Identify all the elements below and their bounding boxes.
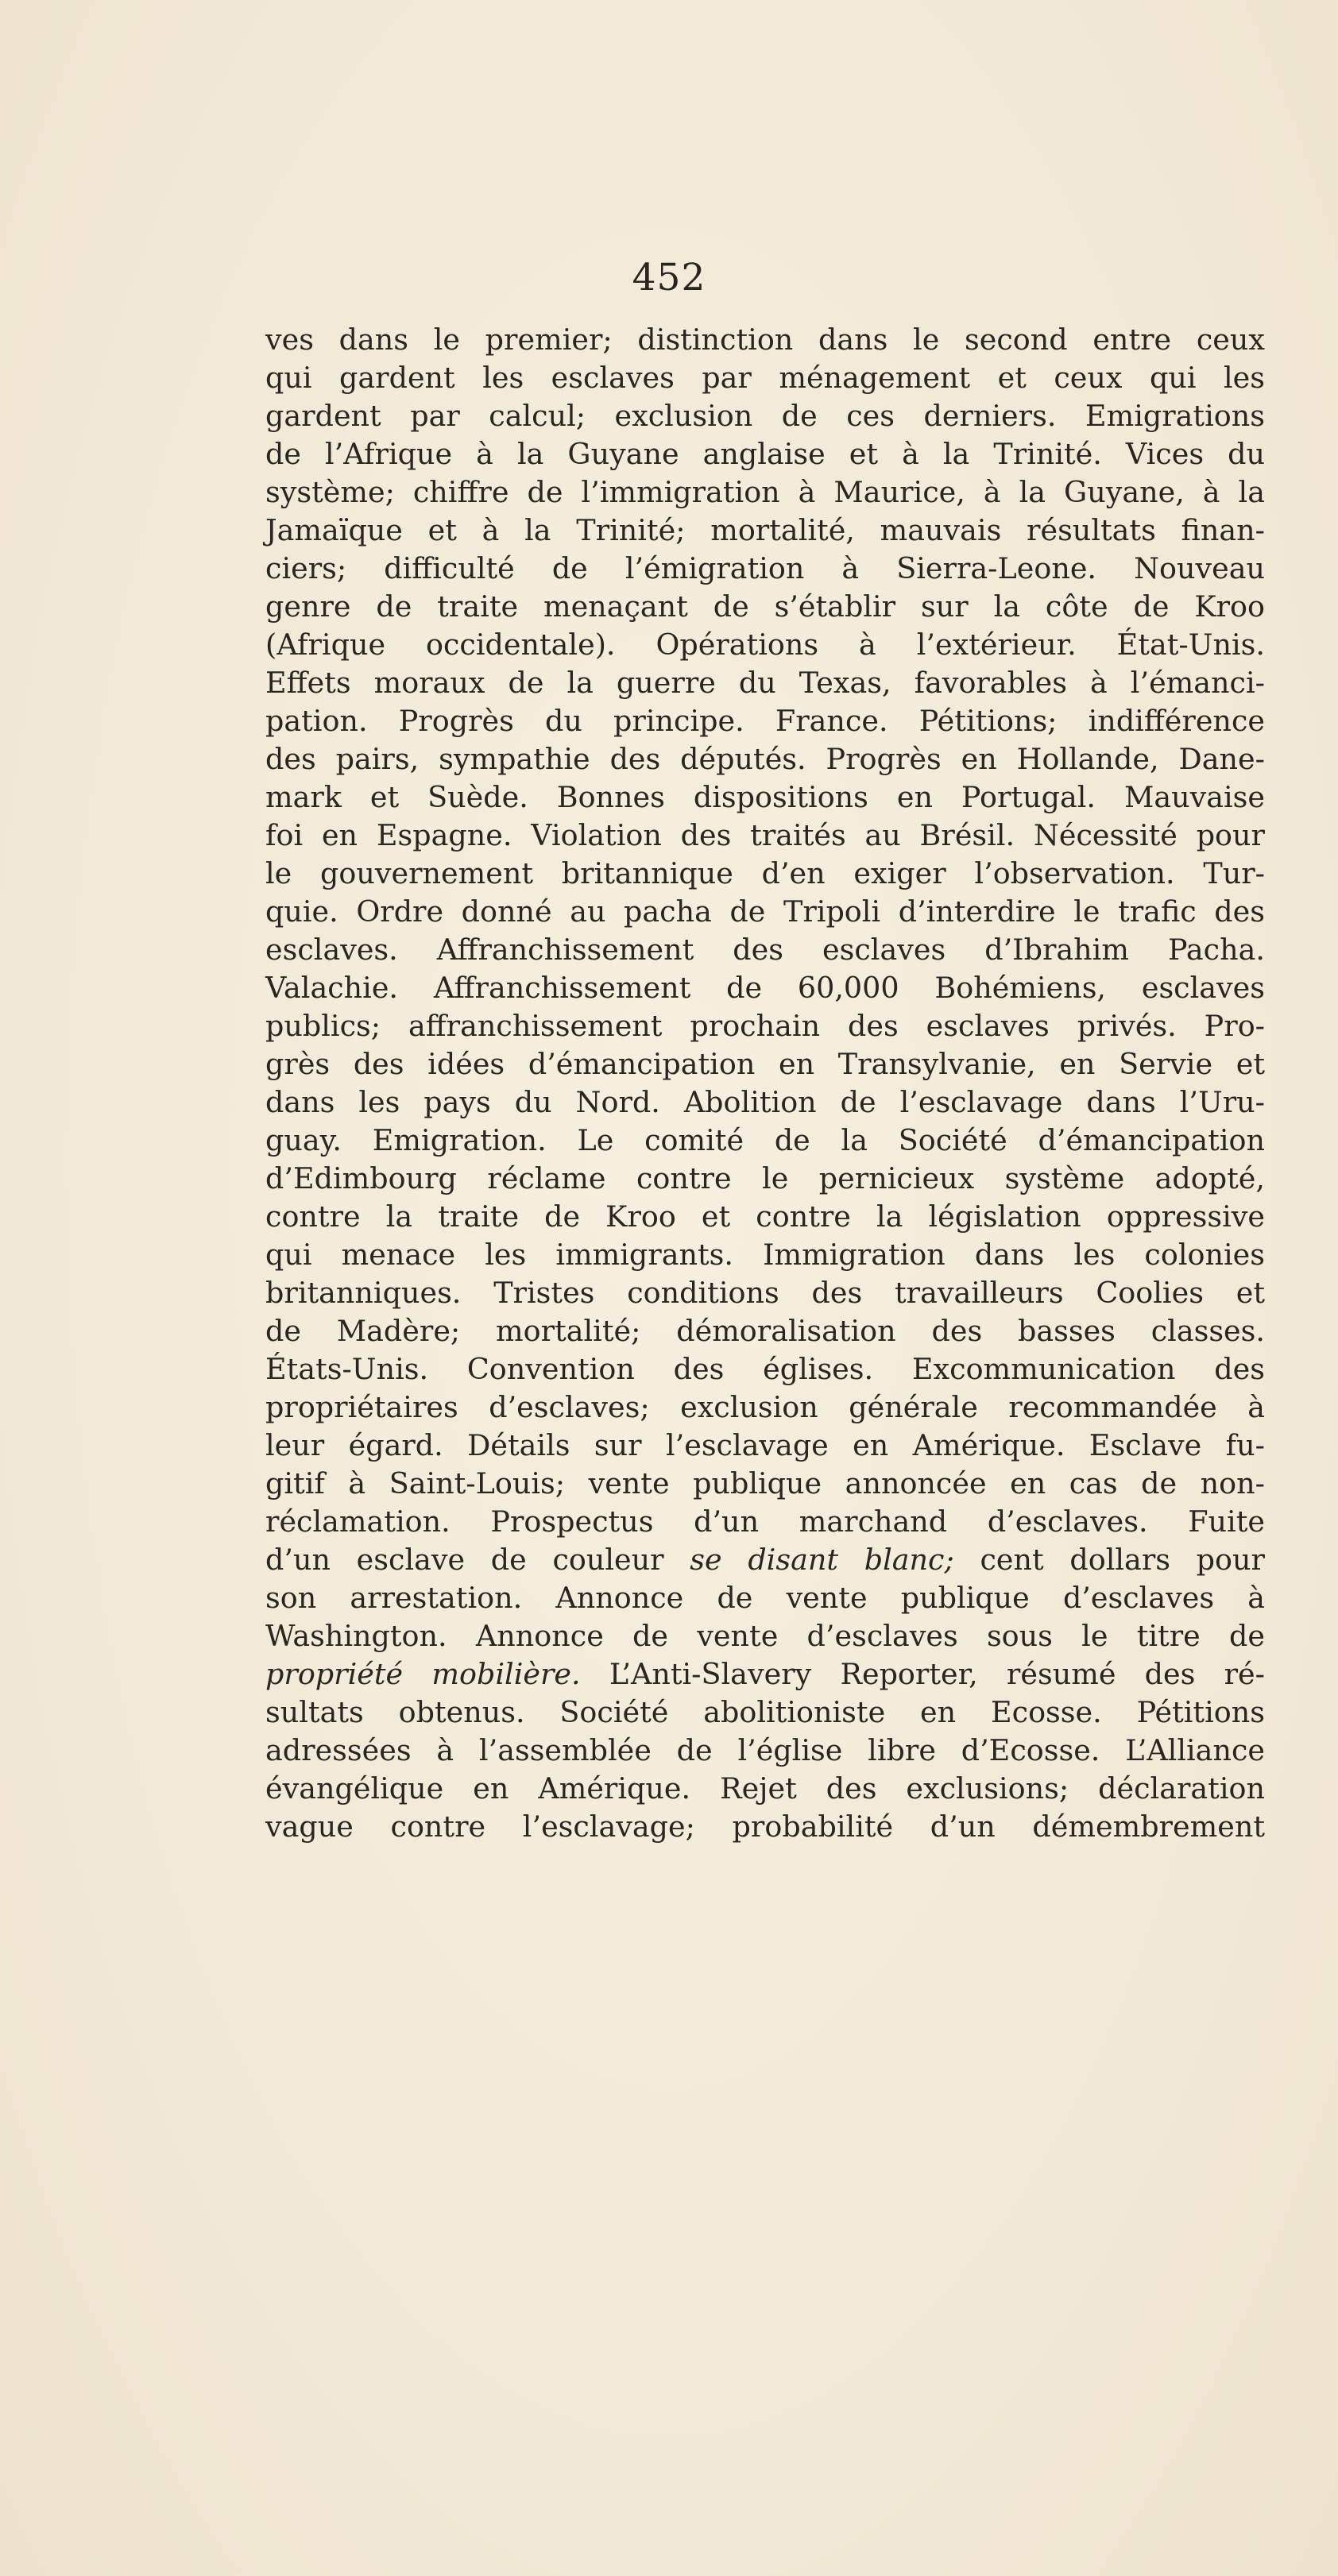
text-line: de l’Afrique à la Guyane anglaise et à la Trinité. Vices du bbox=[265, 437, 1265, 471]
text-line: évangélique en Amérique. Rejet des exclusions; déclaration bbox=[265, 1771, 1265, 1806]
text-line: vague contre l’esclavage; probabilité d’un démembrement bbox=[265, 1809, 1265, 1844]
text-line: ves dans le premier; distinction dans le second entre ceux bbox=[265, 322, 1265, 357]
text-line: grès des idées d’émancipation en Transylvanie, en Servie et bbox=[265, 1047, 1265, 1081]
text-line: quie. Ordre donné au pacha de Tripoli d’interdire le trafic des bbox=[265, 894, 1265, 929]
text-line: propriétaires d’esclaves; exclusion générale recommandée à bbox=[265, 1390, 1265, 1424]
text-line-with-italic bbox=[265, 1541, 1265, 1579]
text-line: qui menace les immigrants. Immigration dans les colonies bbox=[265, 1238, 1265, 1272]
text-line: leur égard. Détails sur l’esclavage en Amérique. Esclave fu- bbox=[265, 1428, 1265, 1462]
text-line: contre la traite de Kroo et contre la législation oppressive bbox=[265, 1199, 1265, 1234]
text-line: pation. Progrès du principe. France. Pétitions; indifférence bbox=[265, 704, 1265, 738]
text-line: le gouvernement britannique d’en exiger l’observation. Tur- bbox=[265, 856, 1265, 890]
page-number: 452 bbox=[632, 256, 706, 299]
text-line: ciers; difficulté de l’émigration à Sierra-Leone. Nouveau bbox=[265, 551, 1265, 585]
text-line: son arrestation. Annonce de vente publique d’esclaves à bbox=[265, 1581, 1265, 1615]
text-line-with-italic bbox=[265, 1655, 1265, 1694]
text-line: système; chiffre de l’immigration à Maurice, à la Guyane, à la bbox=[265, 475, 1265, 509]
text-line: États-Unis. Convention des églises. Excommunication des bbox=[265, 1352, 1265, 1386]
italic-phrase: propriété mobilière. bbox=[265, 1657, 581, 1691]
text-line: mark et Suède. Bonnes dispositions en Portugal. Mauvaise bbox=[265, 780, 1265, 814]
text-line: des pairs, sympathie des députés. Progrès en Hollande, Dane- bbox=[265, 742, 1265, 776]
text-line: britanniques. Tristes conditions des travailleurs Coolies et bbox=[265, 1276, 1265, 1310]
text-line: gardent par calcul; exclusion de ces derniers. Emigrations bbox=[265, 399, 1265, 433]
text-line: guay. Emigration. Le comité de la Société d’émancipation bbox=[265, 1123, 1265, 1157]
text-line: réclamation. Prospectus d’un marchand d’esclaves. Fuite bbox=[265, 1504, 1265, 1539]
text-line: dans les pays du Nord. Abolition de l’esclavage dans l’Uru- bbox=[265, 1085, 1265, 1119]
text-line: de Madère; mortalité; démoralisation des basses classes. bbox=[265, 1314, 1265, 1348]
text-segment: L’Anti-Slavery Reporter, résumé des ré- bbox=[580, 1657, 1265, 1691]
text-line: esclaves. Affranchissement des esclaves d’Ibrahim Pacha. bbox=[265, 933, 1265, 967]
body-text bbox=[265, 321, 1265, 1846]
text-line: sultats obtenus. Société abolitioniste en Ecosse. Pétitions bbox=[265, 1695, 1265, 1729]
text-line: Washington. Annonce de vente d’esclaves sous le titre de bbox=[265, 1619, 1265, 1653]
text-line: publics; affranchissement prochain des esclaves privés. Pro- bbox=[265, 1009, 1265, 1043]
text-line: adressées à l’assemblée de l’église libre d’Ecosse. L’Alliance bbox=[265, 1733, 1265, 1767]
text-segment: d’un esclave de couleur bbox=[265, 1543, 690, 1577]
text-line: (Afrique occidentale). Opérations à l’extérieur. État-Unis. bbox=[265, 628, 1265, 662]
text-line: foi en Espagne. Violation des traités au Brésil. Nécessité pour bbox=[265, 818, 1265, 852]
text-line: Valachie. Affranchissement de 60,000 Bohémiens, esclaves bbox=[265, 971, 1265, 1005]
text-line: Jamaïque et à la Trinité; mortalité, mauvais résultats finan- bbox=[265, 513, 1265, 547]
italic-phrase: se disant blanc; bbox=[690, 1543, 954, 1577]
text-line: qui gardent les esclaves par ménagement et ceux qui les bbox=[265, 361, 1265, 395]
text-line: d’Edimbourg réclame contre le pernicieux système adopté, bbox=[265, 1161, 1265, 1195]
text-line: genre de traite menaçant de s’établir sur la côte de Kroo bbox=[265, 589, 1265, 624]
text-segment: cent dollars pour bbox=[953, 1543, 1265, 1577]
text-line: gitif à Saint-Louis; vente publique annoncée en cas de non- bbox=[265, 1466, 1265, 1500]
text-line: Effets moraux de la guerre du Texas, favorables à l’émanci- bbox=[265, 666, 1265, 700]
